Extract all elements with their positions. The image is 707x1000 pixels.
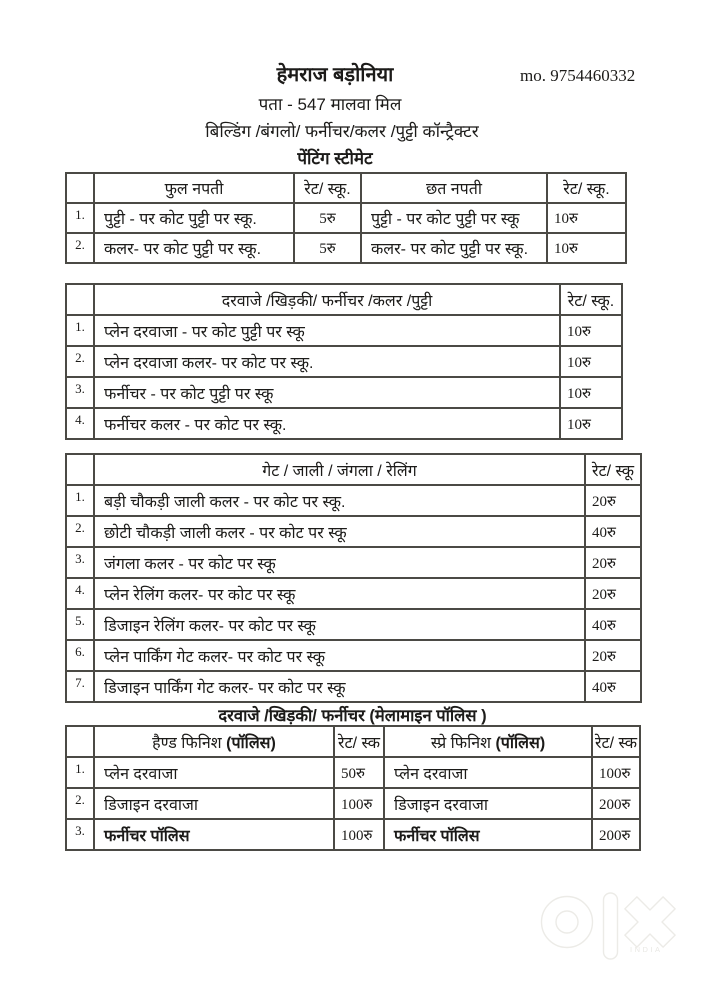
rate-value: 100रु [334,788,384,819]
table-header-row [66,726,640,757]
rate-value: 10रु [547,233,626,263]
item-description: फर्नीचर - पर कोट पुट्टी पर स्कू [94,377,560,408]
wall-measure-table [65,172,627,264]
rate-value: 20रु [585,485,641,516]
item-description: बड़ी चौकड़ी जाली कलर - पर कोट पर स्कू. [94,485,585,516]
table-row [66,757,640,788]
column-header: छत नपती [361,173,547,203]
item-description: डिजाइन दरवाजा [94,788,334,819]
door-furniture-table [65,283,623,440]
header-label: हैण्ड फिनिश [152,734,227,752]
column-header: गेट / जाली / जंगला / रेलिंग [94,454,585,485]
address-line: पता - 547 मालवा मिल [258,95,402,114]
rate-value: 40रु [585,516,641,547]
column-header [94,726,334,757]
rate-value: 100रु [334,819,384,850]
table-header-row [66,454,641,485]
item-description: कलर- पर कोट पुट्टी पर स्कू. [361,233,547,263]
table-row [66,609,641,640]
serial-number: 2. [66,233,94,263]
rate-value: 10रु [560,377,622,408]
rate-value: 5रु [294,203,361,233]
item-description: प्लेन पार्किंग गेट कलर- पर कोट पर स्कू [94,640,585,671]
serial-number: 4. [66,408,94,439]
gate-grill-table [65,453,642,703]
table-row [66,485,641,516]
item-description: डिजाइन दरवाजा [384,788,592,819]
item-description: जंगला कलर - पर कोट पर स्कू [94,547,585,578]
item-description: छोटी चौकड़ी जाली कलर - पर कोट पर स्कू [94,516,585,547]
serial-number: 1. [66,485,94,516]
rate-value: 20रु [585,640,641,671]
table-row [66,346,622,377]
serial-number: 4. [66,578,94,609]
table-row [66,788,640,819]
column-header: रेट/ स्कू. [547,173,626,203]
item-description: प्लेन दरवाजा - पर कोट पुट्टी पर स्कू [94,315,560,346]
serial-number: 1. [66,203,94,233]
item-description: डिजाइन पार्किंग गेट कलर- पर कोट पर स्कू [94,671,585,702]
column-header: रेट/ स्क [592,726,640,757]
item-description: फर्नीचर कलर - पर कोट पर स्कू. [94,408,560,439]
olx-o-icon [542,897,593,948]
header-label-bold: (पॉलिस) [495,734,546,752]
column-header: रेट/ स्कू [585,454,641,485]
corner-cell [66,726,94,757]
item-description: डिजाइन रेलिंग कलर- पर कोट पर स्कू [94,609,585,640]
column-header: रेट/ स्कू. [294,173,361,203]
column-header: रेट/ स्क [334,726,384,757]
rate-value: 10रु [547,203,626,233]
serial-number: 5. [66,609,94,640]
section-caption: दरवाजे /खिड़की/ फर्नीचर (मेलामाइन पॉलिस ) [218,707,487,725]
rate-value: 20रु [585,578,641,609]
rate-value: 200रु [592,788,640,819]
item-description: फर्नीचर पॉलिस [384,819,592,850]
serial-number: 3. [66,819,94,850]
olx-o-inner-icon [556,911,578,933]
header-label: स्प्रे फिनिश [430,734,496,752]
item-description: प्लेन दरवाजा कलर- पर कोट पर स्कू. [94,346,560,377]
serial-number: 6. [66,640,94,671]
table-row [66,578,641,609]
rate-value: 10रु [560,315,622,346]
item-description: कलर- पर कोट पुट्टी पर स्कू. [94,233,294,263]
table-header-row [66,284,622,315]
page-title: हेमराज बड़ोनिया [276,64,394,86]
item-description: फर्नीचर पॉलिस [94,819,334,850]
olx-pipe-icon [604,893,618,959]
contractor-subtitle: बिल्डिंग /बंगलो/ फर्नीचर/कलर /पुट्टी कॉन्ट्रैक्टर [205,122,479,141]
table-row [66,819,640,850]
serial-number: 7. [66,671,94,702]
column-header: फुल नपती [94,173,294,203]
serial-number: 3. [66,547,94,578]
item-description: पुट्टी - पर कोट पुट्टी पर स्कू. [94,203,294,233]
item-description: प्लेन रेलिंग कलर- पर कोट पर स्कू [94,578,585,609]
column-header: दरवाजे /खिड़की/ फर्नीचर /कलर /पुट्टी [94,284,560,315]
melamine-polish-table [65,725,641,851]
serial-number: 2. [66,346,94,377]
rate-value: 50रु [334,757,384,788]
mobile-number: mo. 9754460332 [520,66,636,85]
rate-value: 40रु [585,609,641,640]
rate-value: 10रु [560,346,622,377]
serial-number: 3. [66,377,94,408]
table-row [66,203,626,233]
serial-number: 2. [66,788,94,819]
watermark-country-label: INDIA [630,945,663,954]
serial-number: 2. [66,516,94,547]
column-header: रेट/ स्कू. [560,284,622,315]
header-label-bold: (पॉलिस) [226,734,276,752]
table-row [66,640,641,671]
table-row [66,233,626,263]
rate-value: 200रु [592,819,640,850]
olx-watermark [535,886,695,971]
rate-value: 5रु [294,233,361,263]
rate-value: 40रु [585,671,641,702]
column-header [384,726,592,757]
corner-cell [66,454,94,485]
serial-number: 1. [66,315,94,346]
rate-value: 20रु [585,547,641,578]
table-row [66,547,641,578]
item-description: पुट्टी - पर कोट पुट्टी पर स्कू [361,203,547,233]
serial-number: 1. [66,757,94,788]
table-row [66,408,622,439]
rate-value: 100रु [592,757,640,788]
item-description: प्लेन दरवाजा [384,757,592,788]
table-row [66,671,641,702]
table-row [66,377,622,408]
table-header-row [66,173,626,203]
rate-value: 10रु [560,408,622,439]
table-row [66,315,622,346]
table-row [66,516,641,547]
corner-cell [66,173,94,203]
estimate-heading: पेंटिंग स्टीमेट [297,149,373,168]
item-description: प्लेन दरवाजा [94,757,334,788]
corner-cell [66,284,94,315]
